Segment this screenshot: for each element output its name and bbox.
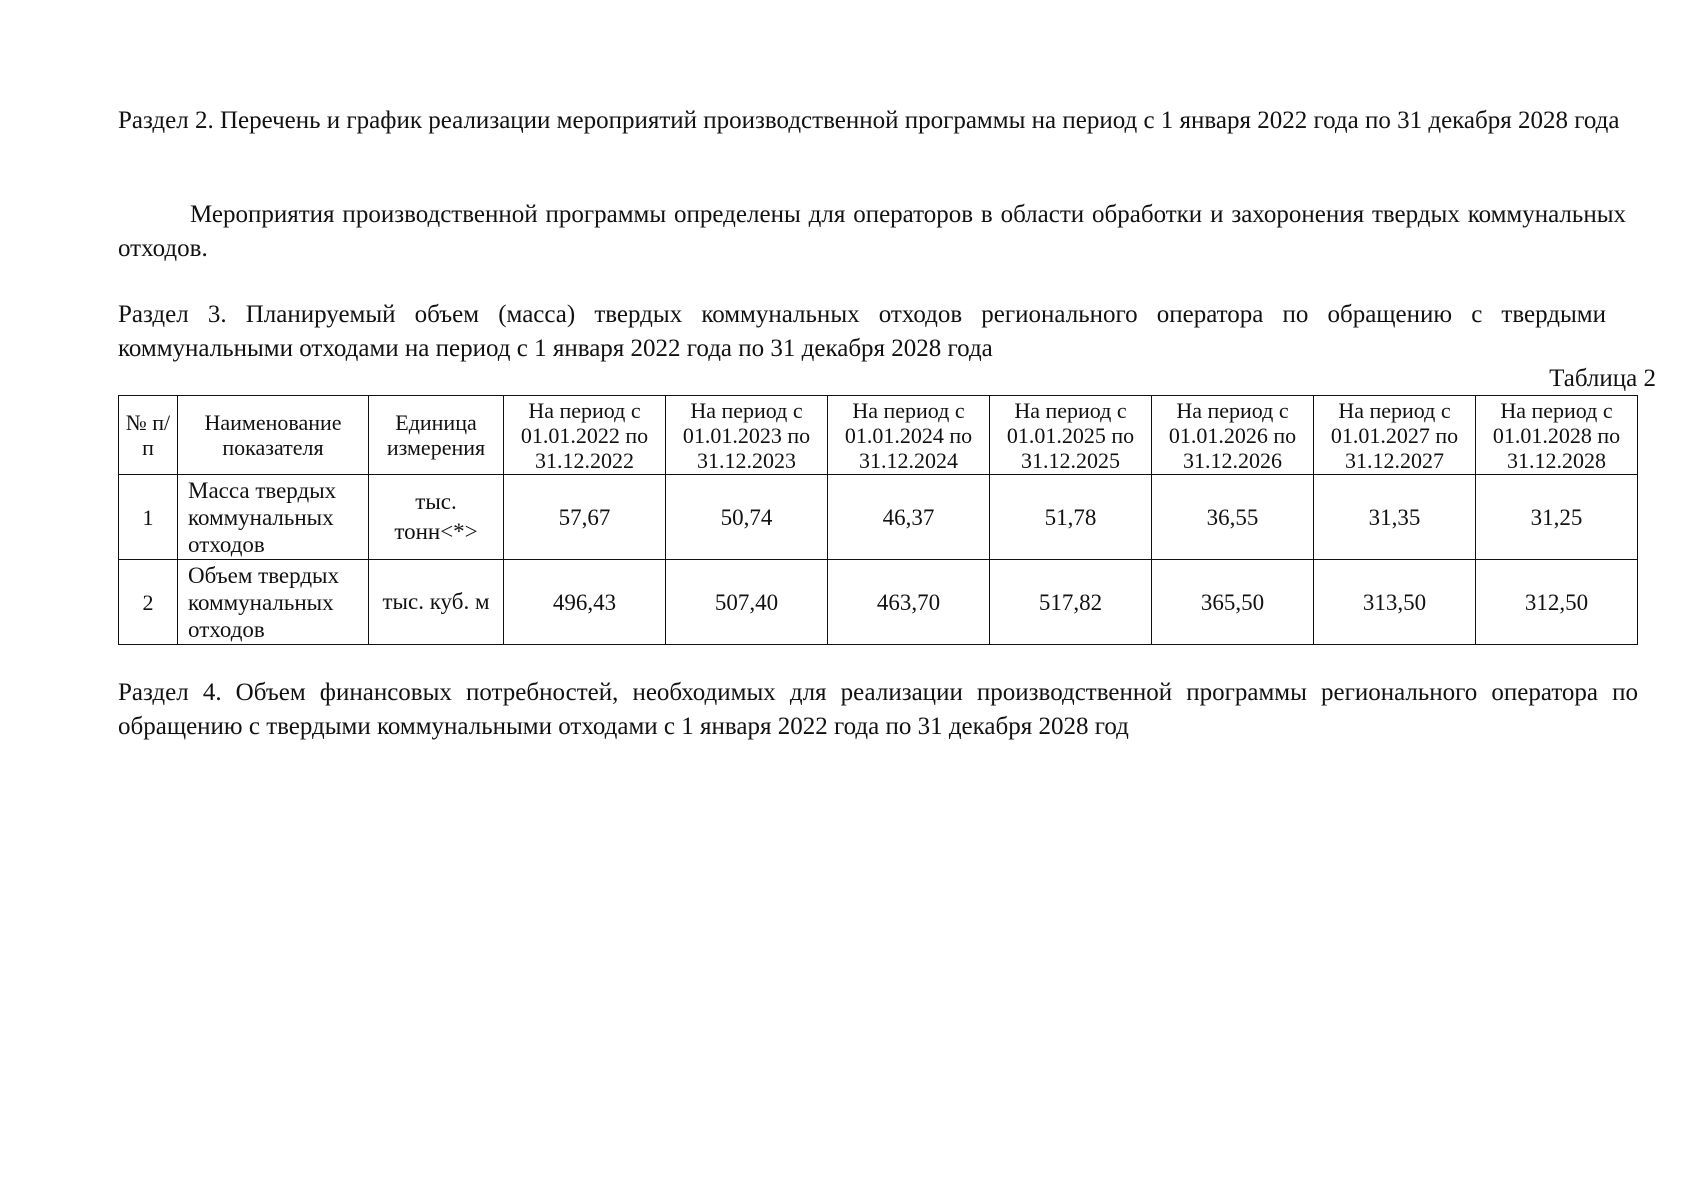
header-period: На период с 01.01.2028 по 31.12.2028 (1476, 396, 1638, 475)
activities-note: Мероприятия производственной программы определены для операторов в области обработки и захоронения твердых коммунальных отходов. (118, 201, 1626, 262)
section-3-heading: Раздел 3. Планируемый объем (масса) твердых коммунальных отходов регионального оператора по обращению с твердыми коммунальными отходами на период с 1 января 2022 года по 31 декабря 2028 года (118, 301, 1606, 362)
row-value: 46,37 (828, 475, 990, 560)
row-num: 2 (119, 560, 178, 645)
header-name: Наименование показателя (178, 396, 369, 475)
row-value: 31,35 (1314, 475, 1476, 560)
row-value: 463,70 (828, 560, 990, 645)
header-period: На период с 01.01.2026 по 31.12.2026 (1152, 396, 1314, 475)
row-value: 517,82 (990, 560, 1152, 645)
row-value: 507,40 (666, 560, 828, 645)
table-body (119, 475, 1638, 645)
row-unit: тыс. куб. м (369, 560, 504, 645)
row-num: 1 (119, 475, 178, 560)
row-value: 313,50 (1314, 560, 1476, 645)
row-value: 312,50 (1476, 560, 1638, 645)
row-value: 365,50 (1152, 560, 1314, 645)
section-4-heading: Раздел 4. Объем финансовых потребностей, необходимых для реализации производственной программы регионального оператора по обращению с твердыми коммунальными отходами с 1 января 2022 года по 31 декабря 2028 год (118, 679, 1638, 740)
row-value: 496,43 (504, 560, 666, 645)
header-period: На период с 01.01.2023 по 31.12.2023 (666, 396, 828, 475)
row-value: 50,74 (666, 475, 828, 560)
row-value: 31,25 (1476, 475, 1638, 560)
header-num: № п/п (119, 396, 178, 475)
header-period: На период с 01.01.2025 по 31.12.2025 (990, 396, 1152, 475)
row-name: Масса твердых коммунальных отходов (178, 475, 369, 560)
table-row (119, 560, 1638, 645)
header-period: На период с 01.01.2024 по 31.12.2024 (828, 396, 990, 475)
row-value: 36,55 (1152, 475, 1314, 560)
header-period: На период с 01.01.2027 по 31.12.2027 (1314, 396, 1476, 475)
table-header (119, 396, 1638, 475)
row-unit: тыс. тонн<*> (369, 475, 504, 560)
section-2-heading: Раздел 2. Перечень и график реализации мероприятий производственной программы на период с 1 января 2022 года по 31 декабря 2028 года (118, 107, 1620, 134)
row-name: Объем твердых коммунальных отходов (178, 560, 369, 645)
header-period: На период с 01.01.2022 по 31.12.2022 (504, 396, 666, 475)
table-caption: Таблица 2 (1549, 365, 1656, 392)
row-value: 57,67 (504, 475, 666, 560)
header-unit: Единица измерения (369, 396, 504, 475)
row-value: 51,78 (990, 475, 1152, 560)
header-row (119, 396, 1638, 475)
table-row (119, 475, 1638, 560)
waste-volume-table (118, 395, 1638, 645)
